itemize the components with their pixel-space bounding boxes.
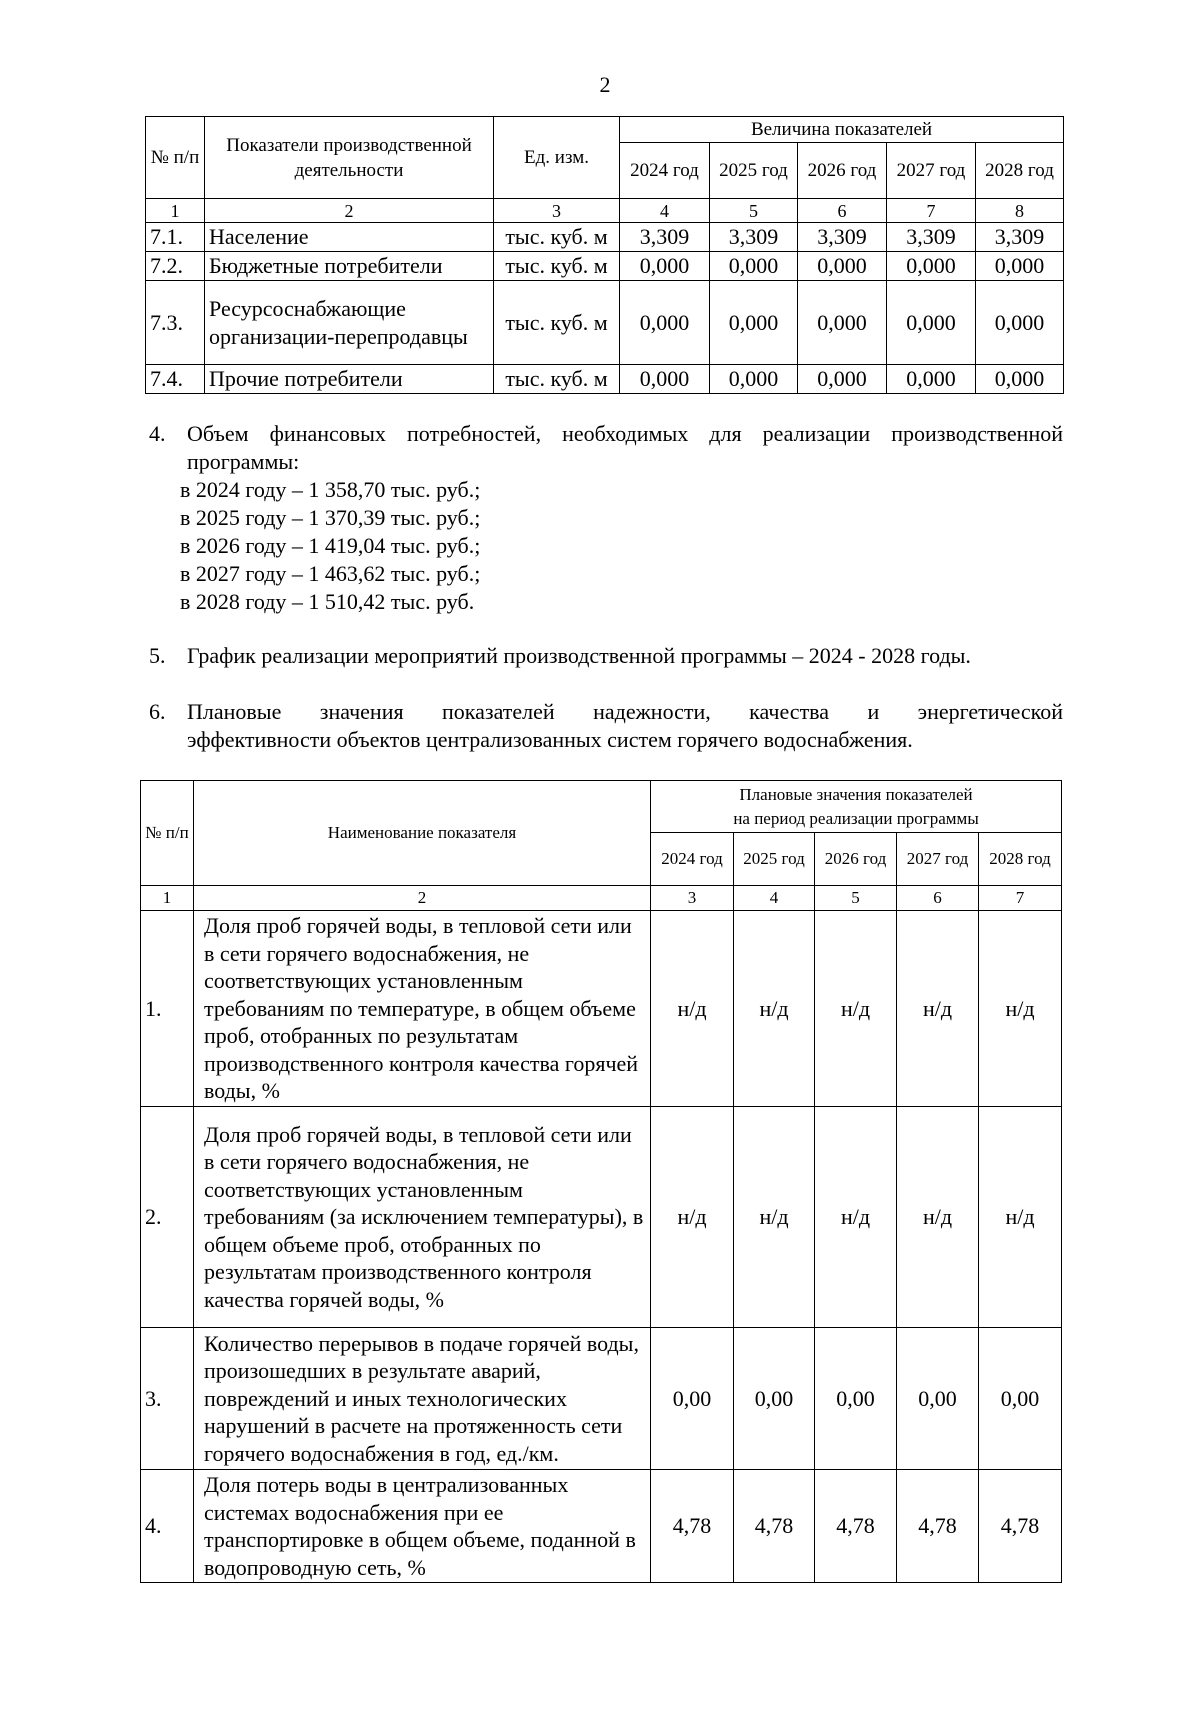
value-cell: 3,309 [710,223,798,252]
value-cell: 0,000 [620,252,710,281]
value-cell: 0,00 [651,1328,734,1470]
value-cell: н/д [651,1107,734,1328]
value-cell: 0,000 [887,365,976,394]
header-group [651,781,1062,833]
row-number: 7.3. [146,281,205,365]
section-text: программы: [187,449,300,474]
header-year: 2024 год [620,143,710,199]
value-cell: 0,00 [815,1328,897,1470]
header-year: 2024 год [651,833,734,886]
indicator-name: Доля проб горячей воды, в тепловой сети или в сети горячего водоснабжения, не соответствующих установленным требованиям (за исключением температуры), в общем объеме проб, отобранных по результатам производственного контроля качества горячей воды, % [194,1107,651,1328]
value-cell: 0,000 [887,281,976,365]
column-number: 1 [146,199,205,223]
value-cell: н/д [979,1107,1062,1328]
header-no: № п/п [141,781,194,886]
unit: тыс. куб. м [494,252,620,281]
section-number: 4. [149,421,166,446]
header-year: 2025 год [734,833,815,886]
column-number: 4 [620,199,710,223]
value-cell: н/д [815,1107,897,1328]
production-indicators-table [145,116,1064,394]
value-cell: 3,309 [976,223,1064,252]
column-number: 3 [651,886,734,911]
value-cell: 4,78 [897,1470,979,1583]
section-text: Плановые значения показателей надежности, качества и энергетической [187,699,1063,724]
header-year: 2028 год [979,833,1062,886]
value-cell: 0,000 [620,365,710,394]
header-group-line: Плановые значения показателей [739,784,973,804]
column-number: 2 [205,199,494,223]
table-row [141,1107,1062,1328]
table-row [141,911,1062,1107]
value-cell: 0,000 [798,281,887,365]
header-year: 2027 год [887,143,976,199]
column-number: 6 [897,886,979,911]
header-year: 2026 год [815,833,897,886]
row-number: 4. [141,1470,194,1583]
value-cell: 0,000 [620,281,710,365]
section-number: 6. [149,699,166,724]
reliability-indicators-table [140,780,1062,1583]
value-cell: 0,000 [710,281,798,365]
row-number: 7.4. [146,365,205,394]
value-cell: н/д [815,911,897,1107]
value-cell: 0,000 [887,252,976,281]
value-cell: 4,78 [734,1470,815,1583]
financing-item: в 2024 году – 1 358,70 тыс. руб.; [180,477,481,502]
column-number: 6 [798,199,887,223]
value-cell: 0,00 [734,1328,815,1470]
column-number: 7 [979,886,1062,911]
header-group: Величина показателей [620,117,1064,143]
row-number: 7.2. [146,252,205,281]
row-number: 2. [141,1107,194,1328]
value-cell: 0,000 [710,252,798,281]
indicator-name: Ресурсоснабжающие организации-перепродавцы [205,281,494,365]
financing-item: в 2028 году – 1 510,42 тыс. руб. [180,589,475,614]
unit: тыс. куб. м [494,223,620,252]
indicator-name: Бюджетные потребители [205,252,494,281]
value-cell: 3,309 [887,223,976,252]
unit: тыс. куб. м [494,365,620,394]
value-cell: 0,000 [798,365,887,394]
value-cell: 4,78 [815,1470,897,1583]
value-cell: н/д [734,911,815,1107]
column-number: 7 [887,199,976,223]
table-row [146,281,1064,365]
financing-item: в 2026 году – 1 419,04 тыс. руб.; [180,533,481,558]
section-6 [149,698,1063,754]
column-number: 2 [194,886,651,911]
column-number: 3 [494,199,620,223]
value-cell: 0,000 [976,281,1064,365]
page-number: 2 [599,72,611,97]
financing-item: в 2027 году – 1 463,62 тыс. руб.; [180,561,481,586]
indicator-name: Доля проб горячей воды, в тепловой сети или в сети горячего водоснабжения, не соответствующих установленным требованиям по температуре, в общем объеме проб, отобранных по результатам производственного контроля качества горячей воды, % [194,911,651,1107]
value-cell: 0,000 [976,365,1064,394]
header-unit: Ед. изм. [494,117,620,199]
header-indicator: Наименование показателя [194,781,651,886]
indicator-name: Прочие потребители [205,365,494,394]
value-cell: н/д [734,1107,815,1328]
column-number: 5 [710,199,798,223]
header-year: 2027 год [897,833,979,886]
value-cell: 0,000 [710,365,798,394]
indicator-name: Население [205,223,494,252]
column-number: 1 [141,886,194,911]
unit: тыс. куб. м [494,281,620,365]
row-number: 1. [141,911,194,1107]
header-year: 2028 год [976,143,1064,199]
row-number: 3. [141,1328,194,1470]
value-cell: 0,00 [897,1328,979,1470]
value-cell: н/д [651,911,734,1107]
value-cell: 0,00 [979,1328,1062,1470]
indicator-name: Доля потерь воды в централизованных системах водоснабжения при ее транспортировке в общем объеме, поданной в водопроводную сеть, % [194,1470,651,1583]
row-number: 7.1. [146,223,205,252]
section-text: эффективности объектов централизованных систем горячего водоснабжения. [187,727,913,752]
column-number: 8 [976,199,1064,223]
value-cell: 3,309 [620,223,710,252]
section-text: Объем финансовых потребностей, необходимых для реализации производственной [187,421,1063,446]
value-cell: 4,78 [979,1470,1062,1583]
column-number: 5 [815,886,897,911]
value-cell: н/д [897,1107,979,1328]
value-cell: 3,309 [798,223,887,252]
header-indicator: Показатели производственной деятельности [205,117,494,199]
header-group-line: на период реализации программы [733,808,979,828]
header-no: № п/п [146,117,205,199]
value-cell: 4,78 [651,1470,734,1583]
section-text: График реализации мероприятий производственной программы – 2024 - 2028 годы. [187,643,971,668]
value-cell: 0,000 [798,252,887,281]
header-year: 2026 год [798,143,887,199]
section-number: 5. [149,643,166,668]
table-row [146,223,1064,252]
section-4 [149,420,1063,616]
indicator-name: Количество перерывов в подаче горячей воды, произошедших в результате аварий, повреждений и иных технологических нарушений в расчете на протяженность сети горячего водоснабжения в год, ед./км. [194,1328,651,1470]
financing-item: в 2025 году – 1 370,39 тыс. руб.; [180,505,481,530]
value-cell: н/д [897,911,979,1107]
table-row [146,365,1064,394]
table-row [141,1328,1062,1470]
value-cell: н/д [979,911,1062,1107]
table-row [141,1470,1062,1583]
table-row [146,252,1064,281]
column-number: 4 [734,886,815,911]
header-year: 2025 год [710,143,798,199]
value-cell: 0,000 [976,252,1064,281]
section-5 [149,642,1063,670]
